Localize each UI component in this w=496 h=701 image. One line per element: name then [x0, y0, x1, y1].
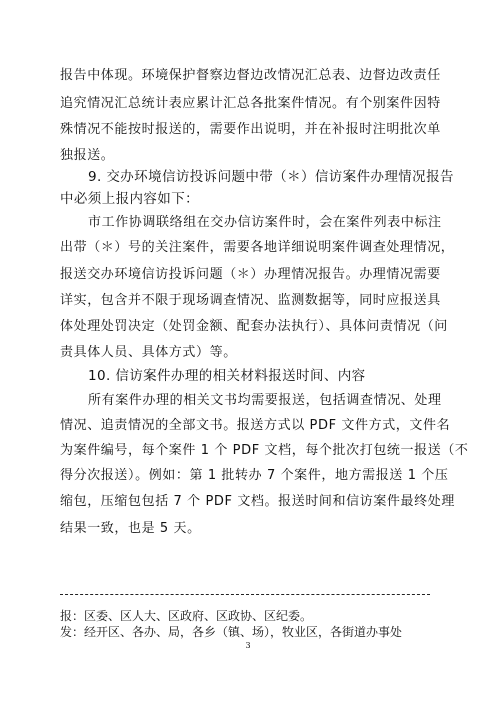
section-10-body-line-1: 所有案件办理的相关文书均需要报送，包括调查情况、处理 [88, 393, 442, 408]
section-10-body-line-3: 为案件编号，每个案件 1 个 PDF 文档，每个批次打包统一报送（不 [60, 443, 469, 458]
section-9-body-line-4: 详实，包含并不限于现场调查情况、监测数据等，同时应报送具 [60, 293, 441, 308]
section-10-body-line-4: 得分次报送）。例如：第 1 批转办 7 个案件，地方需报送 1 个压 [60, 468, 449, 483]
page-number: 3 [245, 641, 251, 650]
section-10-heading: 10. 信访案件办理的相关材料报送时间、内容 [88, 368, 366, 384]
section-9-body-line-3: 报送交办环境信访投诉问题（＊）办理情况报告。办理情况需要 [60, 267, 441, 282]
section-9-body-line-6: 责具体人员、具体方式）等。 [60, 345, 237, 360]
section-9-body-line-1: 市工作协调联络组在交办信访案件时，会在案件列表中标注 [88, 215, 442, 230]
intro-line-2: 追究情况汇总统计表应累计汇总各批案件情况。有个别案件因特 [60, 96, 441, 111]
section-9-heading-line-1: 9. 交办环境信访投诉问题中带（＊）信访案件办理情况报告 [88, 169, 454, 185]
section-9-heading-line-2: 中必须上报内容如下： [60, 191, 199, 207]
intro-line-3: 殊情况不能按时报送的，需要作出说明，并在补报时注明批次单 [60, 122, 441, 137]
section-9-body-line-5: 体处理处罚决定（处罚金额、配套办法执行）、具体问责情况（问 [60, 319, 448, 334]
intro-line-1: 报告中体现。环境保护督察边督边改情况汇总表、边督边改责任 [60, 68, 441, 83]
footer-report-to: 报：区委、区人大、区政府、区政协、区纪委。 [60, 609, 313, 623]
footer-divider [60, 594, 430, 595]
footer-send-to: 发：经开区、各办、局，各乡（镇、场），牧业区，各街道办事处 [60, 625, 403, 639]
section-10-body-line-6: 结果一致，也是 5 天。 [60, 521, 201, 536]
intro-line-4: 独报送。 [60, 148, 115, 163]
section-10-body-line-2: 情况、追责情况的全部文书。报送方式以 PDF 文件方式，文件名 [60, 418, 451, 433]
section-10-body-line-5: 缩包，压缩包包括 7 个 PDF 文档。报送时间和信访案件最终处理 [60, 494, 455, 509]
section-9-body-line-2: 出带（＊）号的关注案件，需要各地详细说明案件调查处理情况， [60, 240, 455, 255]
